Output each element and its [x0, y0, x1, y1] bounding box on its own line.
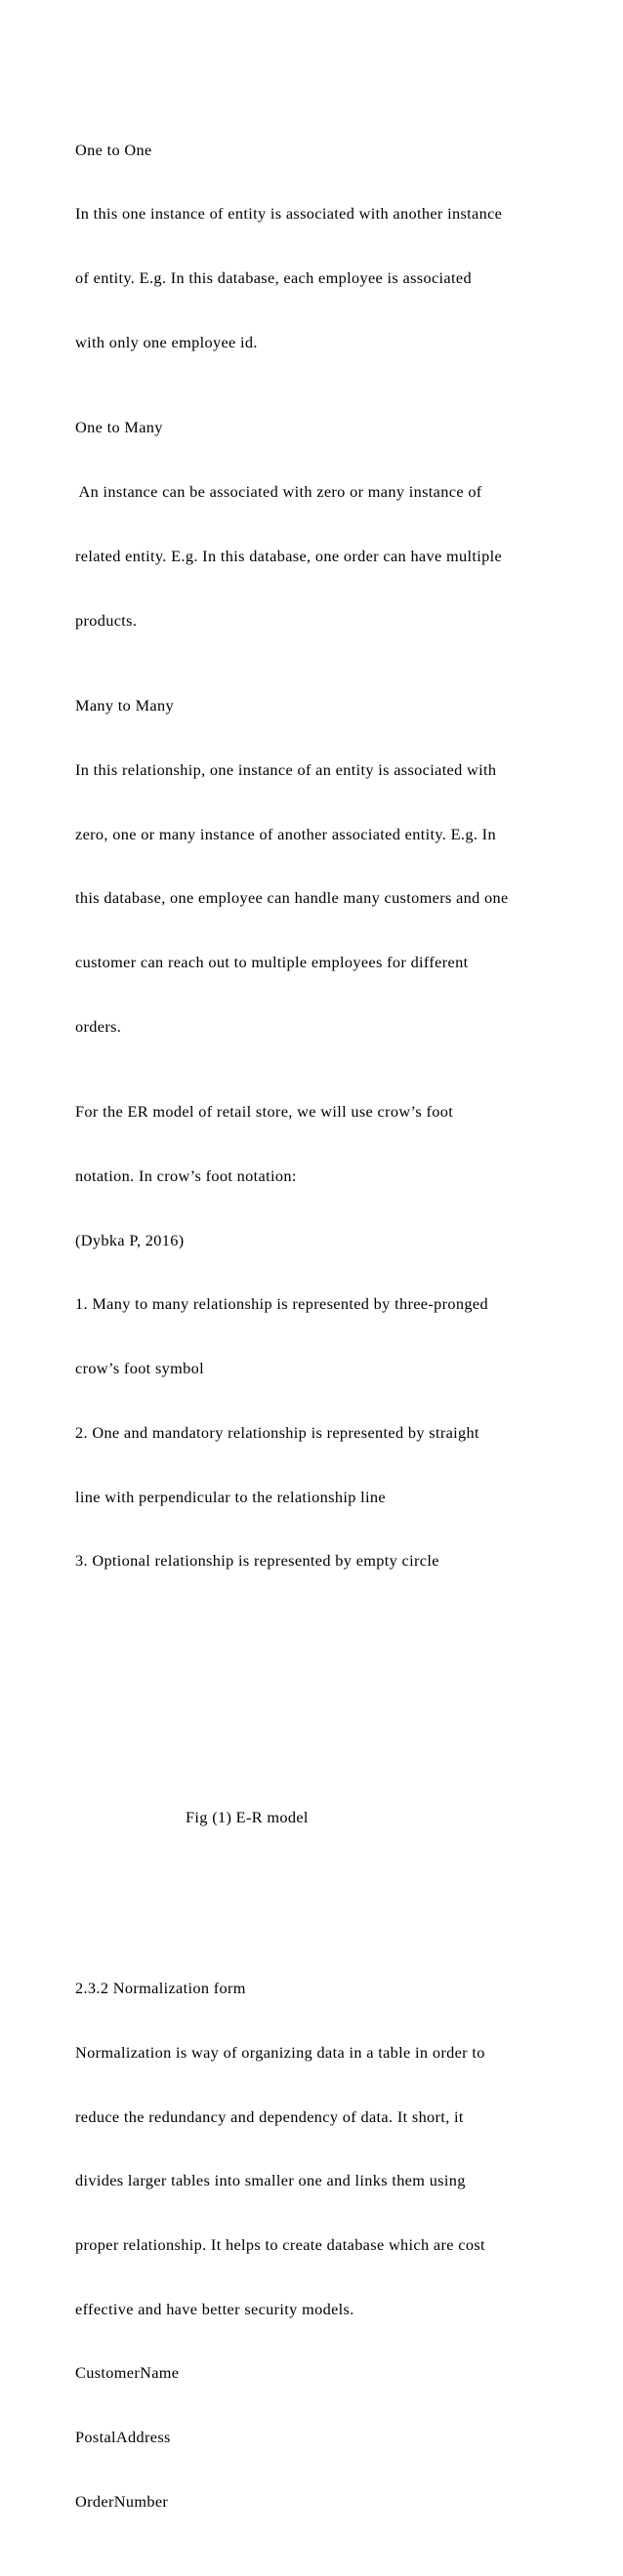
- crows-foot-intro-line-1: For the ER model of retail store, we will use crow’s foot: [75, 1102, 454, 1122]
- list-item-1-line-2: crow’s foot symbol: [75, 1359, 205, 1378]
- figure-caption: Fig (1) E-R model: [186, 1808, 309, 1827]
- many-to-many-line-1: In this relationship, one instance of an entity is associated with: [75, 759, 497, 779]
- many-to-many-line-2: zero, one or many instance of another associated entity. E.g. In: [75, 824, 496, 843]
- field-order-number: OrderNumber: [75, 2491, 169, 2511]
- many-to-many-line-4: customer can reach out to multiple employees for different: [75, 952, 469, 971]
- one-to-many-line-2: related entity. E.g. In this database, one order can have multiple: [75, 546, 503, 565]
- many-to-many-heading: Many to Many: [75, 696, 174, 716]
- normalization-line-2: reduce the redundancy and dependency of data. It short, it: [75, 2106, 464, 2126]
- one-to-many-heading: One to Many: [75, 418, 163, 437]
- list-item-3-line-1: 3. Optional relationship is represented by empty circle: [75, 1551, 439, 1571]
- one-to-one-line-2: of entity. E.g. In this database, each employee is associated: [75, 268, 472, 288]
- normalization-heading: 2.3.2 Normalization form: [75, 1979, 246, 1998]
- field-postal-address: PostalAddress: [75, 2428, 171, 2447]
- many-to-many-line-5: orders.: [75, 1016, 122, 1036]
- spacer: [75, 1893, 583, 1914]
- list-item-2-line-2: line with perpendicular to the relationship line: [75, 1487, 386, 1506]
- one-to-one-line-3: with only one employee id.: [75, 332, 258, 351]
- normalization-line-3: divides larger tables into smaller one and links them using: [75, 2171, 466, 2190]
- field-customer-name: CustomerName: [75, 2363, 180, 2383]
- spacer: [75, 1721, 583, 1742]
- normalization-line-5: effective and have better security models.: [75, 2299, 354, 2318]
- list-item-1-line-1: 1. Many to many relationship is represented by three-pronged: [75, 1294, 488, 1314]
- many-to-many-line-3: this database, one employee can handle many customers and one: [75, 888, 509, 908]
- document-body: [75, 75, 583, 2576]
- citation: (Dybka P, 2016): [75, 1230, 185, 1249]
- one-to-one-line-1: In this one instance of entity is associated with another instance: [75, 204, 503, 224]
- list-item-2-line-1: 2. One and mandatory relationship is represented by straight: [75, 1422, 479, 1442]
- one-to-one-heading: One to One: [75, 140, 152, 159]
- figure-space: [75, 1636, 583, 1679]
- normalization-line-1: Normalization is way of organizing data in a table in order to: [75, 2042, 485, 2062]
- one-to-many-line-1: An instance can be associated with zero or many instance of: [75, 482, 482, 502]
- normalization-line-4: proper relationship. It helps to create database which are cost: [75, 2235, 485, 2255]
- crows-foot-intro-line-2: notation. In crow’s foot notation:: [75, 1165, 297, 1185]
- one-to-many-line-3: products.: [75, 610, 138, 630]
